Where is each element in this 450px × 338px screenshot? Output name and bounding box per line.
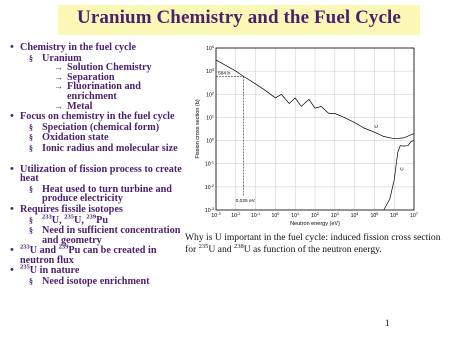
bullet-level1: [10, 243, 190, 266]
series-line: [384, 141, 414, 210]
bullet-text: Requires fissile isotopes: [20, 203, 123, 215]
arrow-icon: →: [54, 71, 63, 82]
series-label: U: [374, 125, 378, 131]
y-tick-label: $10^1$: [206, 114, 214, 122]
bullet-level1: [10, 43, 190, 53]
bullet-level2: [10, 133, 190, 143]
bullet-level3: [10, 82, 190, 101]
bullet-text: $^{235}$U in nature: [20, 264, 80, 277]
bullet-text: Solution Chemistry: [67, 62, 152, 74]
y-tick-label: $10^{-2}$: [204, 183, 214, 191]
x-tick-label: $10^6$: [390, 212, 399, 219]
x-tick-label: $10^0$: [271, 212, 280, 219]
bullet-text: Metal: [67, 100, 93, 112]
bullet-level1: [10, 266, 190, 276]
arrow-icon: →: [54, 62, 63, 73]
x-tick-label: $10^7$: [410, 212, 418, 219]
y-tick-label: $10^3$: [206, 68, 214, 76]
bullet-level2: [10, 144, 190, 154]
bullet-level1: [10, 205, 190, 215]
bullet-list: [10, 42, 190, 287]
bullet-text: Uranium: [42, 52, 82, 64]
series-label: U: [400, 167, 404, 173]
bullet-level2: [10, 185, 190, 204]
page-number: 1: [385, 318, 390, 328]
bullet-text: Ionic radius and molecular size: [42, 142, 178, 154]
x-tick-label: $10^5$: [370, 212, 379, 219]
figure-caption: Why is U important in the fuel cycle: induced fission cross section for $^{235}$U and $^{238}$U as function of the neutron energy.: [185, 232, 441, 255]
x-tick-label: $10^2$: [311, 212, 319, 219]
bullet-level3: [10, 102, 190, 112]
slide-title: Uranium Chemistry and the Fuel Cycle: [77, 7, 401, 28]
y-tick-label: $10^{-3}$: [204, 207, 214, 214]
bullet-level2: [10, 277, 190, 287]
bullet-level2: [10, 226, 190, 245]
x-axis-label: Neutron energy (eV): [290, 221, 340, 227]
y-tick-label: $10^4$: [206, 45, 214, 52]
bullet-text: $^{233}$U, $^{235}$U, $^{239}$Pu: [42, 213, 109, 226]
bullet-text: Focus on chemistry in the fuel cycle: [20, 111, 175, 123]
bullet-text: Speciation (chemical form): [42, 121, 160, 133]
bullet-text: $^{233}$U and $^{239}$Pu can be created in neutron flux: [20, 243, 157, 266]
annotation-label: 584 b: [218, 71, 231, 77]
bullet-text: Utilization of fission process to create heat: [20, 163, 182, 185]
arrow-icon: →: [54, 100, 63, 111]
arrow-icon: →: [54, 81, 63, 92]
y-tick-label: $10^2$: [206, 91, 214, 99]
bullet-text: Chemistry in the fuel cycle: [20, 42, 136, 53]
x-tick-label: $10^{-1}$: [251, 212, 261, 219]
y-tick-label: $10^0$: [206, 137, 214, 145]
bullet-level2: [10, 123, 190, 133]
x-tick-label: $10^{-3}$: [211, 212, 221, 219]
annotation-label: 0.025 eV: [235, 199, 255, 204]
bullet-text: Need isotope enrichment: [42, 276, 150, 288]
bullet-level1: [10, 165, 190, 184]
bullet-text: Heat used to turn turbine and produce electricity: [42, 183, 172, 205]
bullet-level2: [10, 213, 190, 226]
bullet-text: Separation: [67, 71, 115, 83]
bullet-text: Oxidation state: [42, 132, 109, 144]
x-tick-label: $10^{-2}$: [231, 212, 241, 219]
y-tick-label: $10^{-1}$: [204, 160, 214, 168]
x-tick-label: $10^4$: [350, 212, 359, 219]
fission-cross-section-chart: [192, 40, 422, 240]
y-axis-label: Fission cross section (b): [195, 99, 201, 159]
bullet-text: Fluorination and enrichment: [67, 81, 141, 102]
bullet-level1: [10, 112, 190, 122]
x-tick-label: $10^1$: [291, 212, 300, 219]
bullet-text: Need in sufficient concentration and geometry: [42, 225, 181, 246]
x-tick-label: $10^3$: [330, 212, 339, 219]
